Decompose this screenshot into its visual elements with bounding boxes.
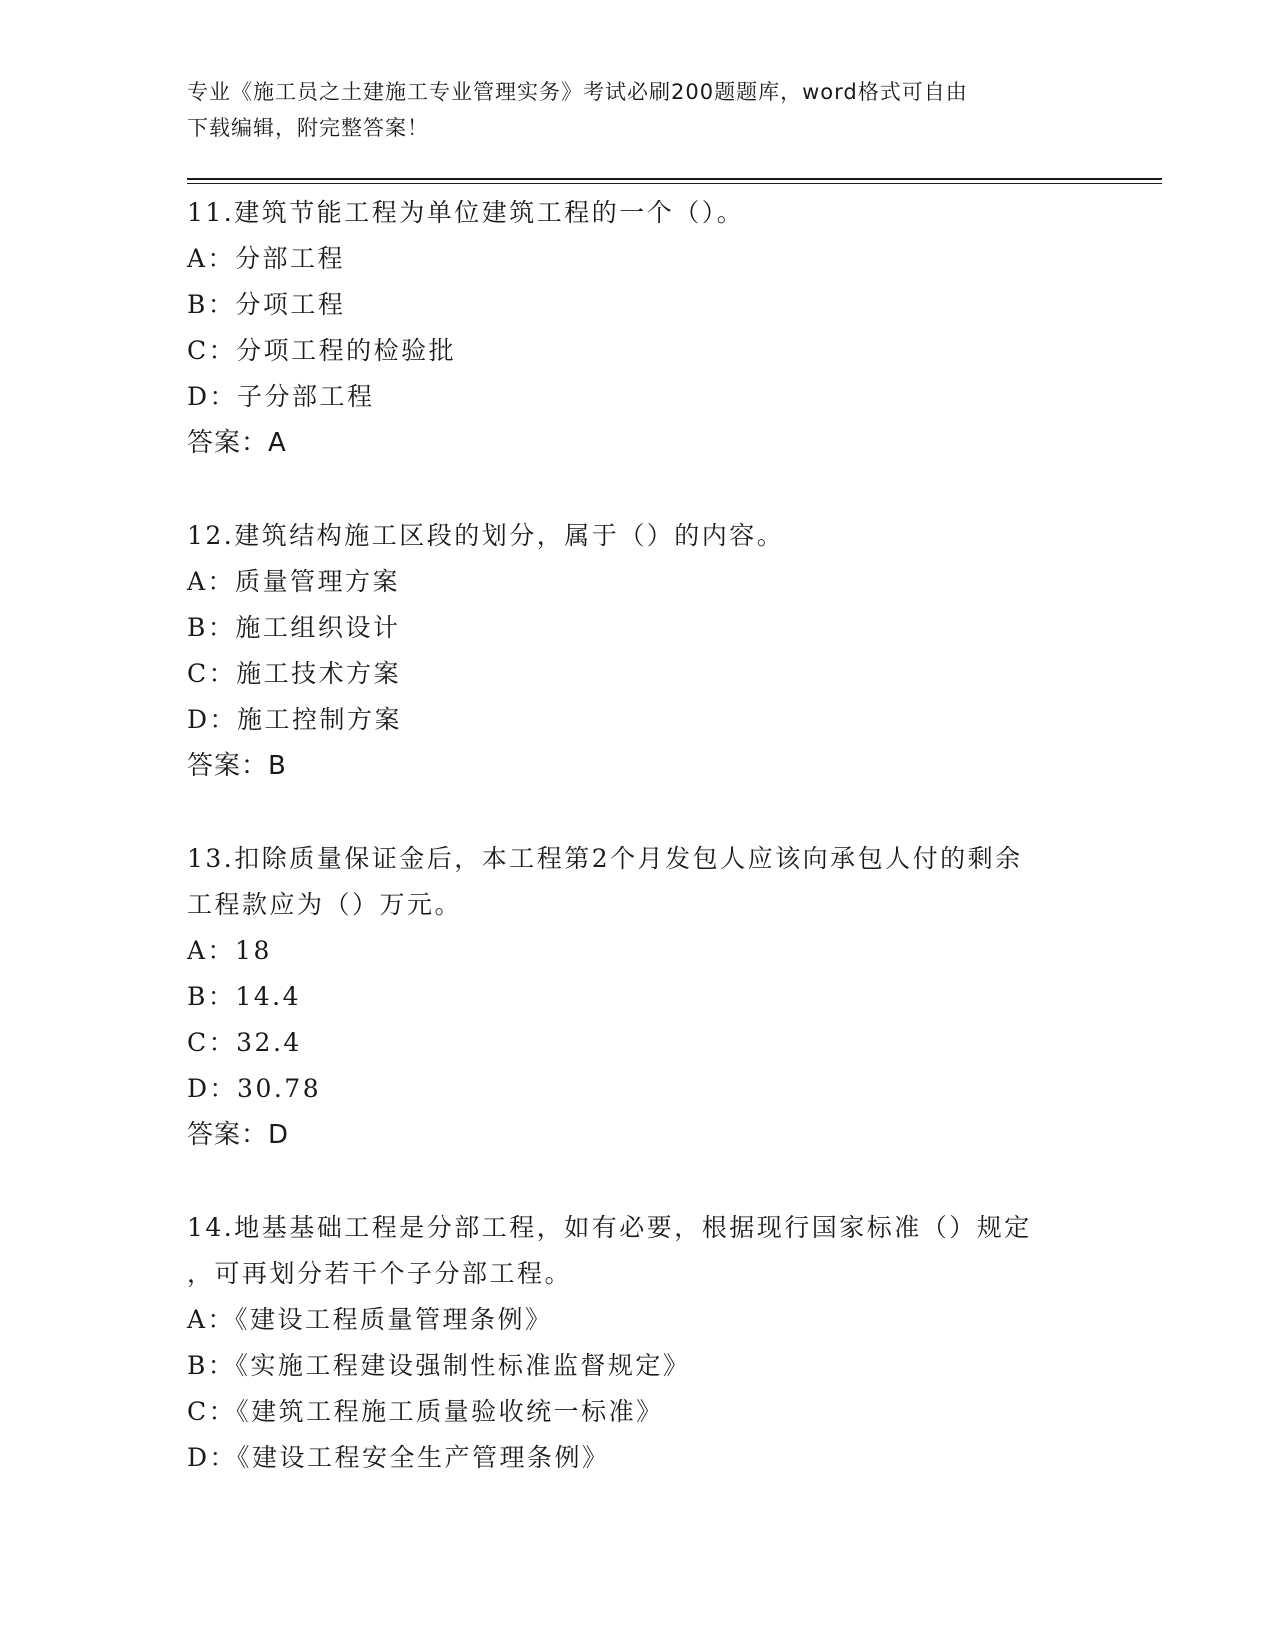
option-a: A：18 bbox=[187, 936, 272, 965]
question-item bbox=[187, 1205, 1087, 1481]
question-item bbox=[187, 836, 1087, 1158]
option-a: A：《建设工程质量管理条例》 bbox=[187, 1305, 553, 1334]
document-header bbox=[187, 74, 1087, 146]
question-stem: 13.扣除质量保证金后，本工程第2个月发包人应该向承包人付的剩余 bbox=[187, 844, 1023, 873]
header-line-1: 专业《施工员之土建施工专业管理实务》考试必刷200题题库，word格式可自由 bbox=[187, 80, 968, 104]
question-item bbox=[187, 513, 1087, 789]
header-line-2: 下载编辑，附完整答案！ bbox=[187, 116, 429, 140]
option-d: D：子分部工程 bbox=[187, 382, 375, 411]
option-b: B：分项工程 bbox=[187, 290, 346, 319]
option-c: C：32.4 bbox=[187, 1028, 302, 1057]
option-b: B：《实施工程建设强制性标准监督规定》 bbox=[187, 1351, 691, 1380]
question-stem: 12.建筑结构施工区段的划分，属于（）的内容。 bbox=[187, 521, 785, 550]
option-b: B：施工组织设计 bbox=[187, 613, 401, 642]
option-a: A：分部工程 bbox=[187, 244, 346, 273]
answer-line: 答案：A bbox=[187, 428, 287, 458]
answer-line: 答案：B bbox=[187, 751, 287, 781]
option-c: C：《建筑工程施工质量验收统一标准》 bbox=[187, 1397, 664, 1426]
option-d: D：《建设工程安全生产管理条例》 bbox=[187, 1443, 610, 1472]
answer-line: 答案：D bbox=[187, 1120, 290, 1150]
option-d: D：施工控制方案 bbox=[187, 705, 403, 734]
option-d: D：30.78 bbox=[187, 1074, 322, 1103]
option-a: A：质量管理方案 bbox=[187, 567, 401, 596]
header-divider-thin bbox=[187, 183, 1162, 184]
question-item bbox=[187, 190, 1087, 466]
option-c: C：分项工程的检验批 bbox=[187, 336, 457, 365]
option-b: B：14.4 bbox=[187, 982, 302, 1011]
question-stem: 14.地基基础工程是分部工程，如有必要，根据现行国家标准（）规定 bbox=[187, 1213, 1032, 1242]
option-c: C：施工技术方案 bbox=[187, 659, 402, 688]
question-list bbox=[187, 190, 1087, 1528]
header-divider bbox=[187, 178, 1162, 180]
question-stem: 11.建筑节能工程为单位建筑工程的一个（）。 bbox=[187, 198, 745, 227]
question-stem-continued: 工程款应为（）万元。 bbox=[187, 890, 463, 919]
question-stem-continued: ，可再划分若干个子分部工程。 bbox=[187, 1259, 573, 1288]
